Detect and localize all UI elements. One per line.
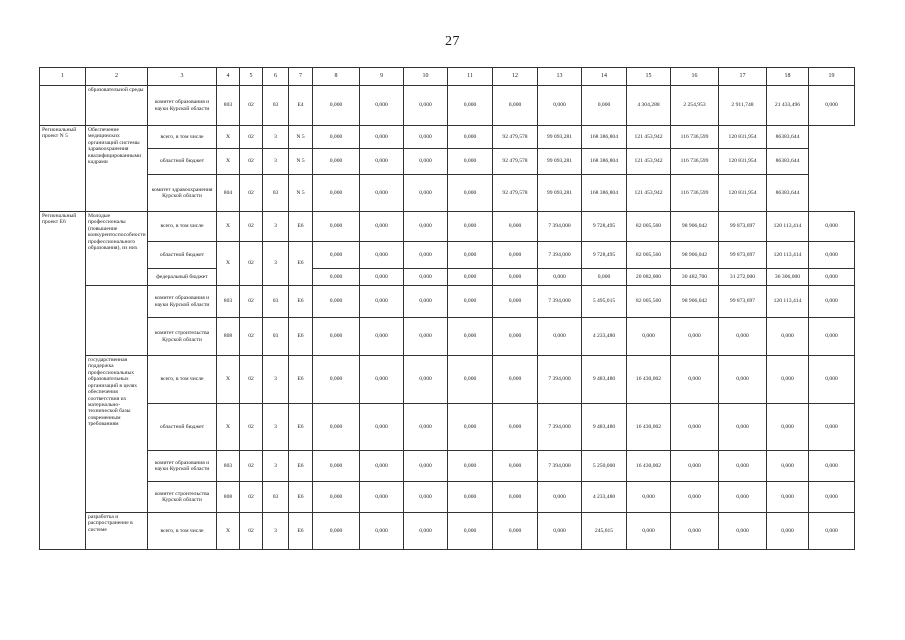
value-cell: 0,000 xyxy=(360,286,404,318)
value-cell: 92 479,578 xyxy=(493,149,538,175)
code-cell: 3 xyxy=(263,356,289,404)
code-cell: 03 xyxy=(263,482,289,513)
code-cell: E6 xyxy=(289,286,313,318)
value-cell: 82 005,560 xyxy=(627,286,671,318)
value-cell: 116 736,599 xyxy=(671,149,719,175)
value-cell: 0,000 xyxy=(719,404,767,451)
value-cell: 0,000 xyxy=(313,242,360,269)
value-cell: 0,000 xyxy=(493,212,538,242)
value-cell: 16 430,002 xyxy=(627,404,671,451)
code-cell: X xyxy=(217,404,240,451)
value-cell: 120 831,954 xyxy=(719,175,767,212)
code-cell: 803 xyxy=(217,451,240,482)
code-cell: 03 xyxy=(263,286,289,318)
value-cell: 0,000 xyxy=(313,175,360,212)
value-cell: 0,000 xyxy=(404,482,448,513)
source-cell: всего, в том числе xyxy=(148,513,217,550)
source-cell: областной бюджет xyxy=(148,404,217,451)
value-cell: 0,000 xyxy=(671,451,719,482)
code-cell: E6 xyxy=(289,404,313,451)
value-cell: 0,000 xyxy=(448,149,493,175)
value-cell: 86383,644 xyxy=(767,149,809,175)
value-cell: 0,000 xyxy=(404,212,448,242)
value-cell: 0,000 xyxy=(493,242,538,269)
code-cell: 03 xyxy=(263,318,289,356)
value-cell: 0,000 xyxy=(719,513,767,550)
col-header: 3 xyxy=(148,68,217,86)
col-header: 18 xyxy=(767,68,809,86)
value-cell: 0,000 xyxy=(538,86,582,126)
value-cell: 116 736,599 xyxy=(671,175,719,212)
value-cell: 0,000 xyxy=(448,318,493,356)
value-cell: 0,000 xyxy=(671,318,719,356)
source-cell: всего, в том числе xyxy=(148,212,217,242)
code-cell: 02 xyxy=(240,451,263,482)
code-cell: E4 xyxy=(289,86,313,126)
table-row xyxy=(40,513,855,550)
value-cell: 121 453,942 xyxy=(627,126,671,149)
value-cell: 120 113,414 xyxy=(767,212,809,242)
value-cell: 0,000 xyxy=(360,86,404,126)
code-cell: 02 xyxy=(240,318,263,356)
value-cell: 2 254,953 xyxy=(671,86,719,126)
value-cell: 120 831,954 xyxy=(719,126,767,149)
table-row xyxy=(40,482,855,513)
value-cell: 16 430,002 xyxy=(627,451,671,482)
value-cell: 0,000 xyxy=(404,86,448,126)
value-cell: 0,000 xyxy=(448,356,493,404)
code-cell: 3 xyxy=(263,404,289,451)
code-cell: 02 xyxy=(240,513,263,550)
col-header: 10 xyxy=(404,68,448,86)
source-cell: комитет образования и науки Курской области xyxy=(148,286,217,318)
value-cell: 0,000 xyxy=(404,269,448,286)
code-cell: E6 xyxy=(289,212,313,242)
value-cell: 31 272,000 xyxy=(719,269,767,286)
value-cell: 0,000 xyxy=(360,513,404,550)
value-cell: 0,000 xyxy=(627,318,671,356)
code-cell: X xyxy=(217,242,240,286)
col-header: 2 xyxy=(86,68,148,86)
code-cell: N 5 xyxy=(289,126,313,149)
value-cell: 0,000 xyxy=(360,269,404,286)
code-cell: 803 xyxy=(217,86,240,126)
table-row xyxy=(40,356,855,404)
value-cell: 0,000 xyxy=(313,451,360,482)
table-row xyxy=(40,404,855,451)
code-cell: 3 xyxy=(263,513,289,550)
col-header: 8 xyxy=(313,68,360,86)
col-header: 16 xyxy=(671,68,719,86)
code-cell: 02 xyxy=(240,149,263,175)
value-cell: 9 728,495 xyxy=(582,212,627,242)
value-cell: 0,000 xyxy=(360,212,404,242)
table-row xyxy=(40,86,855,126)
code-cell: 3 xyxy=(263,242,289,286)
value-cell: 0,000 xyxy=(448,513,493,550)
value-cell: 0,000 xyxy=(538,513,582,550)
table-row xyxy=(40,242,855,269)
table-row xyxy=(40,286,855,318)
value-cell: 92 479,578 xyxy=(493,175,538,212)
empty-cell xyxy=(40,86,86,126)
col-header: 11 xyxy=(448,68,493,86)
table-row xyxy=(40,212,855,242)
value-cell: 0,000 xyxy=(493,451,538,482)
value-cell: 0,000 xyxy=(448,86,493,126)
value-cell: 0,000 xyxy=(809,318,855,356)
value-cell: 7 394,000 xyxy=(538,286,582,318)
value-cell: 0,000 xyxy=(448,242,493,269)
value-cell: 0,000 xyxy=(404,126,448,149)
value-cell: 7 394,000 xyxy=(538,451,582,482)
project-cell: Региональный проект N 5 xyxy=(40,126,86,212)
value-cell: 0,000 xyxy=(448,126,493,149)
code-cell: E6 xyxy=(289,242,313,286)
value-cell: 0,000 xyxy=(538,318,582,356)
value-cell: 0,000 xyxy=(313,126,360,149)
table-row xyxy=(40,149,855,175)
col-header: 4 xyxy=(217,68,240,86)
col-header: 19 xyxy=(809,68,855,86)
value-cell: 0,000 xyxy=(493,86,538,126)
value-cell: 0,000 xyxy=(313,286,360,318)
value-cell: 0,000 xyxy=(404,286,448,318)
value-cell: 0,000 xyxy=(448,286,493,318)
source-cell: комитет строительства Курской области xyxy=(148,318,217,356)
value-cell: 20 082,000 xyxy=(627,269,671,286)
value-cell: 0,000 xyxy=(404,149,448,175)
col-header: 13 xyxy=(538,68,582,86)
value-cell: 0,000 xyxy=(448,482,493,513)
code-cell: 02 xyxy=(240,126,263,149)
value-cell: 0,000 xyxy=(719,356,767,404)
code-cell: N 5 xyxy=(289,175,313,212)
value-cell: 0,000 xyxy=(404,318,448,356)
value-cell: 120 113,414 xyxy=(767,242,809,269)
code-cell: 03 xyxy=(263,86,289,126)
value-cell: 0,000 xyxy=(360,404,404,451)
value-cell: 16 430,002 xyxy=(627,356,671,404)
value-cell: 120 113,414 xyxy=(767,286,809,318)
purpose-cell: разработка и распространение в системе xyxy=(86,513,148,550)
value-cell: 0,000 xyxy=(404,242,448,269)
value-cell: 168 386,804 xyxy=(582,126,627,149)
value-cell: 7 394,000 xyxy=(538,212,582,242)
table-row xyxy=(40,175,855,212)
value-cell: 121 453,942 xyxy=(627,175,671,212)
value-cell: 0,000 xyxy=(360,149,404,175)
code-cell: X xyxy=(217,126,240,149)
value-cell: 0,000 xyxy=(493,404,538,451)
code-cell: X xyxy=(217,513,240,550)
source-cell: всего, в том числе xyxy=(148,126,217,149)
purpose-cell: государственная поддержка профессиональных образовательных организаций в целях обеспечения соответствия их материально-технической базы современным требованиям xyxy=(86,356,148,513)
page-number: 27 xyxy=(445,34,460,49)
value-cell: 0,000 xyxy=(448,212,493,242)
col-header: 15 xyxy=(627,68,671,86)
code-cell: X xyxy=(217,149,240,175)
value-cell: 9 483,480 xyxy=(582,356,627,404)
value-cell: 5 495,015 xyxy=(582,286,627,318)
col-header: 5 xyxy=(240,68,263,86)
value-cell: 245,015 xyxy=(582,513,627,550)
value-cell: 36 306,000 xyxy=(767,269,809,286)
table-row xyxy=(40,269,855,286)
value-cell: 0,000 xyxy=(809,286,855,318)
value-cell: 5 250,000 xyxy=(582,451,627,482)
value-cell: 121 453,942 xyxy=(627,149,671,175)
value-cell: 0,000 xyxy=(313,482,360,513)
code-cell: N 5 xyxy=(289,149,313,175)
header-row xyxy=(40,68,855,86)
col-header: 14 xyxy=(582,68,627,86)
code-cell: 02 xyxy=(240,286,263,318)
value-cell: 0,000 xyxy=(448,269,493,286)
value-cell: 0,000 xyxy=(809,356,855,404)
code-cell: 02 xyxy=(240,404,263,451)
value-cell: 4 233,480 xyxy=(582,318,627,356)
value-cell: 0,000 xyxy=(809,242,855,269)
project-cell: Региональный проект E6 xyxy=(40,212,86,550)
source-cell: областной бюджет xyxy=(148,149,217,175)
value-cell: 0,000 xyxy=(627,482,671,513)
value-cell: 0,000 xyxy=(719,318,767,356)
col-header: 7 xyxy=(289,68,313,86)
value-cell: 0,000 xyxy=(448,175,493,212)
code-cell: X xyxy=(217,356,240,404)
value-cell: 98 906,042 xyxy=(671,286,719,318)
value-cell: 0,000 xyxy=(767,513,809,550)
value-cell: 0,000 xyxy=(719,482,767,513)
value-cell: 98 906,042 xyxy=(671,212,719,242)
value-cell: 0,000 xyxy=(360,175,404,212)
code-cell: X xyxy=(217,212,240,242)
value-cell: 0,000 xyxy=(809,86,855,126)
code-cell: 02 xyxy=(240,212,263,242)
code-cell: 02 xyxy=(240,242,263,286)
value-cell: 92 479,578 xyxy=(493,126,538,149)
value-cell: 0,000 xyxy=(538,269,582,286)
value-cell: 86383,644 xyxy=(767,175,809,212)
value-cell: 0,000 xyxy=(404,404,448,451)
value-cell: 99 093,281 xyxy=(538,149,582,175)
value-cell: 0,000 xyxy=(493,286,538,318)
col-header: 12 xyxy=(493,68,538,86)
code-cell: 02 xyxy=(240,175,263,212)
value-cell: 21 433,496 xyxy=(767,86,809,126)
value-cell: 0,000 xyxy=(313,318,360,356)
value-cell: 7 394,000 xyxy=(538,356,582,404)
value-cell: 0,000 xyxy=(313,404,360,451)
table-row xyxy=(40,318,855,356)
value-cell: 0,000 xyxy=(493,269,538,286)
value-cell: 4 233,480 xyxy=(582,482,627,513)
code-cell: E6 xyxy=(289,318,313,356)
code-cell: 3 xyxy=(263,126,289,149)
value-cell: 0,000 xyxy=(582,269,627,286)
code-cell: 804 xyxy=(217,175,240,212)
source-cell: всего, в том числе xyxy=(148,356,217,404)
value-cell: 86383,644 xyxy=(767,126,809,149)
code-cell: 808 xyxy=(217,318,240,356)
value-cell: 0,000 xyxy=(313,513,360,550)
value-cell: 0,000 xyxy=(360,356,404,404)
code-cell: E6 xyxy=(289,451,313,482)
value-cell: 0,000 xyxy=(671,404,719,451)
value-cell: 168 386,804 xyxy=(582,175,627,212)
source-cell: комитет строительства Курской области xyxy=(148,482,217,513)
value-cell: 0,000 xyxy=(767,482,809,513)
value-cell: 0,000 xyxy=(627,513,671,550)
value-cell: 99 873,697 xyxy=(719,242,767,269)
value-cell: 0,000 xyxy=(809,513,855,550)
code-cell: 02 xyxy=(240,356,263,404)
value-cell: 0,000 xyxy=(767,451,809,482)
value-cell: 0,000 xyxy=(493,318,538,356)
value-cell: 0,000 xyxy=(360,451,404,482)
value-cell: 0,000 xyxy=(809,482,855,513)
value-cell: 82 005,560 xyxy=(627,212,671,242)
value-cell: 120 831,954 xyxy=(719,149,767,175)
value-cell: 0,000 xyxy=(767,404,809,451)
code-cell: 02 xyxy=(240,86,263,126)
value-cell: 0,000 xyxy=(582,86,627,126)
value-cell: 99 093,281 xyxy=(538,126,582,149)
value-cell: 0,000 xyxy=(360,318,404,356)
source-cell: комитет образования и науки Курской области xyxy=(148,451,217,482)
value-cell: 0,000 xyxy=(313,86,360,126)
value-cell: 0,000 xyxy=(671,356,719,404)
source-cell: комитет здравоохранения Курской области xyxy=(148,175,217,212)
code-cell: E6 xyxy=(289,482,313,513)
value-cell: 0,000 xyxy=(313,356,360,404)
value-cell: 98 906,042 xyxy=(671,242,719,269)
code-cell: 3 xyxy=(263,149,289,175)
empty-cell xyxy=(86,286,148,356)
value-cell: 0,000 xyxy=(809,269,855,286)
value-cell: 7 394,000 xyxy=(538,404,582,451)
value-cell: 0,000 xyxy=(313,149,360,175)
col-header: 6 xyxy=(263,68,289,86)
value-cell: 0,000 xyxy=(404,175,448,212)
code-cell: E6 xyxy=(289,356,313,404)
value-cell: 0,000 xyxy=(767,318,809,356)
code-cell: 803 xyxy=(217,286,240,318)
value-cell: 99 873,697 xyxy=(719,212,767,242)
source-cell: областной бюджет xyxy=(148,242,217,269)
value-cell: 0,000 xyxy=(809,212,855,242)
value-cell: 0,000 xyxy=(404,513,448,550)
value-cell: 0,000 xyxy=(493,356,538,404)
value-cell: 116 736,599 xyxy=(671,126,719,149)
purpose-cell: образовательной среды xyxy=(86,86,148,126)
code-cell: 02 xyxy=(240,482,263,513)
value-cell: 0,000 xyxy=(448,404,493,451)
value-cell: 99 093,281 xyxy=(538,175,582,212)
value-cell: 0,000 xyxy=(360,126,404,149)
value-cell: 2 911,748 xyxy=(719,86,767,126)
value-cell: 7 394,000 xyxy=(538,242,582,269)
value-cell: 0,000 xyxy=(493,482,538,513)
code-cell: 03 xyxy=(263,175,289,212)
col-header: 9 xyxy=(360,68,404,86)
value-cell: 30 482,700 xyxy=(671,269,719,286)
value-cell: 0,000 xyxy=(671,513,719,550)
purpose-cell: Молодые профессионалы (повышение конкурентоспособности профессионального образования), из них xyxy=(86,212,148,286)
value-cell: 9 728,495 xyxy=(582,242,627,269)
value-cell: 0,000 xyxy=(719,451,767,482)
table-row xyxy=(40,126,855,149)
value-cell: 0,000 xyxy=(448,451,493,482)
purpose-cell: Обеспечение медицинских организаций системы здравоохранения квалифицированными кадрами xyxy=(86,126,148,212)
value-cell: 0,000 xyxy=(767,356,809,404)
value-cell: 9 483,480 xyxy=(582,404,627,451)
code-cell: 3 xyxy=(263,212,289,242)
value-cell: 0,000 xyxy=(809,404,855,451)
value-cell: 0,000 xyxy=(360,242,404,269)
code-cell: 808 xyxy=(217,482,240,513)
value-cell: 0,000 xyxy=(404,356,448,404)
col-header: 1 xyxy=(40,68,86,86)
source-cell: федеральный бюджет xyxy=(148,269,217,286)
value-cell: 82 005,560 xyxy=(627,242,671,269)
table-row xyxy=(40,451,855,482)
value-cell: 0,000 xyxy=(313,212,360,242)
value-cell: 0,000 xyxy=(538,482,582,513)
value-cell: 0,000 xyxy=(671,482,719,513)
budget-table xyxy=(39,67,855,550)
value-cell: 0,000 xyxy=(313,269,360,286)
code-cell: 3 xyxy=(263,451,289,482)
value-cell: 0,000 xyxy=(493,513,538,550)
value-cell: 168 386,804 xyxy=(582,149,627,175)
value-cell: 0,000 xyxy=(360,482,404,513)
value-cell: 4 304,288 xyxy=(627,86,671,126)
col-header: 17 xyxy=(719,68,767,86)
source-cell: комитет образования и науки Курской области xyxy=(148,86,217,126)
code-cell: E6 xyxy=(289,513,313,550)
value-cell: 99 873,697 xyxy=(719,286,767,318)
value-cell: 0,000 xyxy=(809,451,855,482)
value-cell: 0,000 xyxy=(404,451,448,482)
